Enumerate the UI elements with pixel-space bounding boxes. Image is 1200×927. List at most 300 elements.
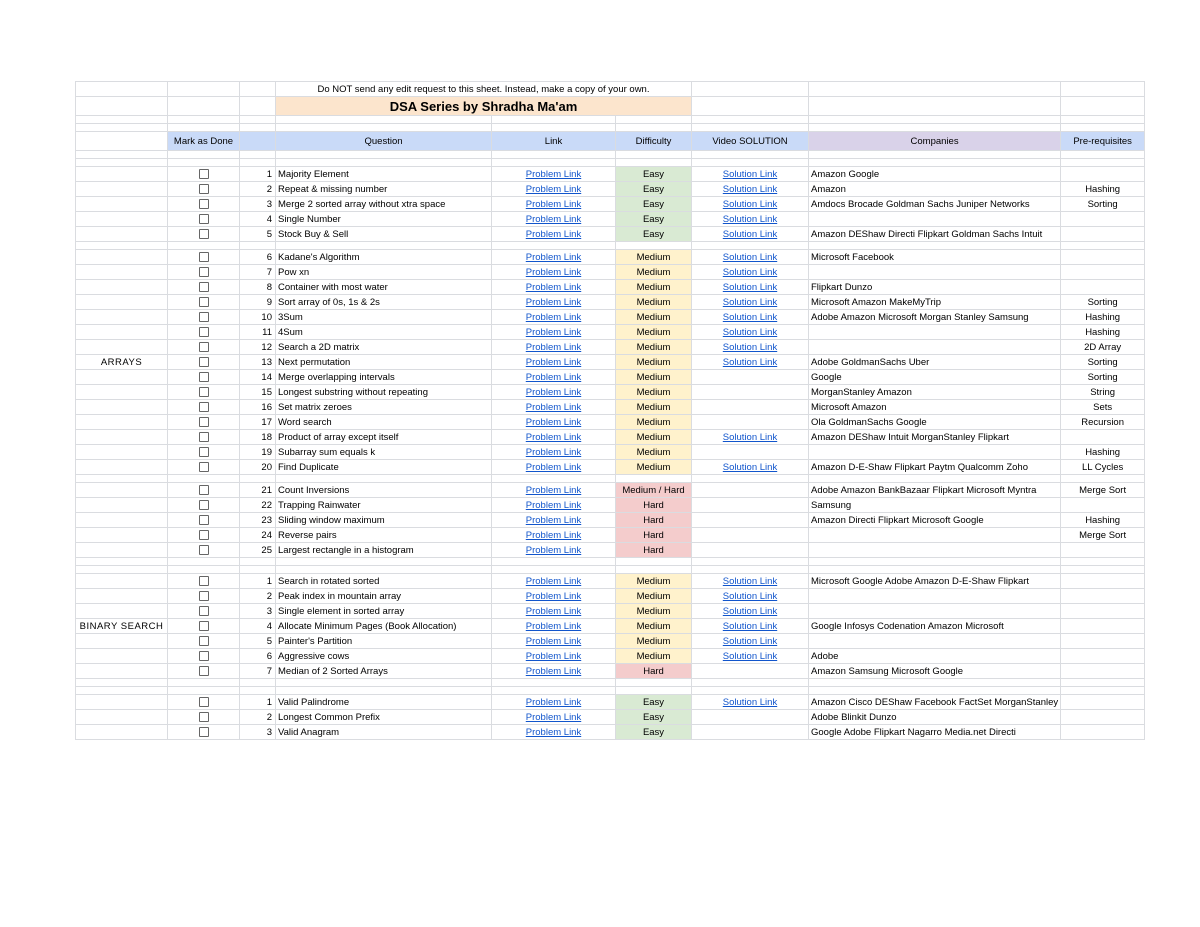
solution-link[interactable]: Solution Link (722, 635, 778, 647)
question-number: 3 (240, 197, 276, 212)
mark-done-cell (168, 649, 240, 664)
question-title: Subarray sum equals k (276, 445, 492, 460)
companies-cell: Adobe GoldmanSachs Uber (809, 355, 1061, 370)
companies-cell: Microsoft Amazon MakeMyTrip (809, 295, 1061, 310)
difficulty-badge: Hard (616, 543, 692, 558)
difficulty-badge: Hard (616, 664, 692, 679)
problem-link[interactable]: Problem Link (525, 416, 582, 428)
mark-done-checkbox[interactable] (199, 312, 209, 322)
question-title: Repeat & missing number (276, 182, 492, 197)
table-row (76, 445, 1145, 460)
notice-text: Do NOT send any edit request to this sheet. Instead, make a copy of your own. (276, 82, 692, 97)
prerequisites-cell: Merge Sort (1061, 528, 1145, 543)
mark-done-checkbox[interactable] (199, 727, 209, 737)
question-title: Single Number (276, 212, 492, 227)
solution-link[interactable]: Solution Link (722, 605, 778, 617)
solution-link[interactable]: Solution Link (722, 228, 778, 240)
question-number: 6 (240, 250, 276, 265)
spacer-row (76, 566, 1145, 574)
problem-link-cell (492, 513, 616, 528)
spacer-row (76, 151, 1145, 159)
problem-link[interactable]: Problem Link (525, 251, 582, 263)
mark-done-cell (168, 604, 240, 619)
problem-link[interactable]: Problem Link (525, 514, 582, 526)
problem-link[interactable]: Problem Link (525, 356, 582, 368)
mark-done-checkbox[interactable] (199, 402, 209, 412)
video-solution-cell (692, 197, 809, 212)
solution-link[interactable]: Solution Link (722, 266, 778, 278)
section-label-cell (76, 250, 168, 265)
question-number: 1 (240, 167, 276, 182)
difficulty-badge: Easy (616, 695, 692, 710)
companies-cell (809, 265, 1061, 280)
mark-done-checkbox[interactable] (199, 417, 209, 427)
solution-link[interactable]: Solution Link (722, 213, 778, 225)
mark-done-checkbox[interactable] (199, 327, 209, 337)
mark-done-cell (168, 543, 240, 558)
difficulty-badge: Medium (616, 430, 692, 445)
mark-done-checkbox[interactable] (199, 357, 209, 367)
problem-link-cell (492, 725, 616, 740)
problem-link[interactable]: Problem Link (525, 461, 582, 473)
difficulty-badge: Medium (616, 385, 692, 400)
solution-link[interactable]: Solution Link (722, 590, 778, 602)
mark-done-checkbox[interactable] (199, 697, 209, 707)
problem-link[interactable]: Problem Link (525, 213, 582, 225)
difficulty-badge: Medium (616, 649, 692, 664)
video-solution-cell (692, 574, 809, 589)
problem-link[interactable]: Problem Link (525, 711, 582, 723)
mark-done-checkbox[interactable] (199, 432, 209, 442)
table-row (76, 227, 1145, 242)
solution-link[interactable]: Solution Link (722, 461, 778, 473)
problem-link-cell (492, 340, 616, 355)
header-row (76, 132, 1145, 151)
problem-link-cell (492, 528, 616, 543)
problem-link-cell (492, 182, 616, 197)
difficulty-badge: Medium (616, 325, 692, 340)
video-solution-cell (692, 649, 809, 664)
prerequisites-cell: Sorting (1061, 355, 1145, 370)
video-solution-cell (692, 513, 809, 528)
difficulty-badge: Medium (616, 460, 692, 475)
problem-link[interactable]: Problem Link (525, 296, 582, 308)
section-label-cell (76, 400, 168, 415)
table-row (76, 634, 1145, 649)
section-label-cell (76, 310, 168, 325)
mark-done-cell (168, 182, 240, 197)
prerequisites-cell: Hashing (1061, 182, 1145, 197)
companies-cell: Amazon DEShaw Intuit MorganStanley Flipkart (809, 430, 1061, 445)
mark-done-checkbox[interactable] (199, 462, 209, 472)
question-number: 22 (240, 498, 276, 513)
header-question: Question (276, 132, 492, 151)
problem-link[interactable]: Problem Link (525, 326, 582, 338)
prerequisites-cell (1061, 619, 1145, 634)
problem-link-cell (492, 574, 616, 589)
video-solution-cell (692, 460, 809, 475)
problem-link[interactable]: Problem Link (525, 575, 582, 587)
section-label-cell (76, 325, 168, 340)
problem-link[interactable]: Problem Link (525, 311, 582, 323)
mark-done-checkbox[interactable] (199, 651, 209, 661)
section-label-binary-search: BINARY SEARCH (76, 619, 168, 634)
section-label-cell (76, 513, 168, 528)
video-solution-cell (692, 310, 809, 325)
spacer-row (76, 687, 1145, 695)
mark-done-cell (168, 385, 240, 400)
question-number: 11 (240, 325, 276, 340)
difficulty-badge: Easy (616, 710, 692, 725)
question-number: 12 (240, 340, 276, 355)
solution-link[interactable]: Solution Link (722, 326, 778, 338)
table-row (76, 664, 1145, 679)
title-row (76, 97, 1145, 116)
question-number: 10 (240, 310, 276, 325)
companies-cell: Adobe (809, 649, 1061, 664)
problem-link-cell (492, 695, 616, 710)
section-label-cell (76, 695, 168, 710)
prerequisites-cell (1061, 649, 1145, 664)
table-row (76, 265, 1145, 280)
difficulty-badge: Easy (616, 227, 692, 242)
prerequisites-cell (1061, 574, 1145, 589)
question-title: Median of 2 Sorted Arrays (276, 664, 492, 679)
companies-cell: Amazon D-E-Shaw Flipkart Paytm Qualcomm Zoho (809, 460, 1061, 475)
prerequisites-cell (1061, 710, 1145, 725)
mark-done-checkbox[interactable] (199, 282, 209, 292)
section-label-cell (76, 197, 168, 212)
companies-cell: Amazon Cisco DEShaw Facebook FactSet MorganStanley (809, 695, 1061, 710)
spacer-row (76, 116, 1145, 124)
mark-done-checkbox[interactable] (199, 342, 209, 352)
question-title: Kadane's Algorithm (276, 250, 492, 265)
prerequisites-cell (1061, 604, 1145, 619)
mark-done-checkbox[interactable] (199, 712, 209, 722)
mark-done-cell (168, 295, 240, 310)
video-solution-cell (692, 415, 809, 430)
solution-link[interactable]: Solution Link (722, 575, 778, 587)
table-row (76, 370, 1145, 385)
problem-link-cell (492, 227, 616, 242)
problem-link[interactable]: Problem Link (525, 341, 582, 353)
problem-link-cell (492, 483, 616, 498)
prerequisites-cell: Hashing (1061, 445, 1145, 460)
problem-link-cell (492, 325, 616, 340)
mark-done-cell (168, 250, 240, 265)
problem-link[interactable]: Problem Link (525, 386, 582, 398)
companies-cell: Google Infosys Codenation Amazon Microsoft (809, 619, 1061, 634)
difficulty-badge: Medium (616, 310, 692, 325)
question-number: 1 (240, 695, 276, 710)
mark-done-checkbox[interactable] (199, 372, 209, 382)
solution-link[interactable]: Solution Link (722, 356, 778, 368)
difficulty-badge: Medium (616, 604, 692, 619)
mark-done-cell (168, 710, 240, 725)
section-label-cell (76, 212, 168, 227)
table-row (76, 710, 1145, 725)
table-row (76, 574, 1145, 589)
question-title: Search a 2D matrix (276, 340, 492, 355)
video-solution-cell (692, 619, 809, 634)
problem-link[interactable]: Problem Link (525, 446, 582, 458)
section-label-cell (76, 528, 168, 543)
difficulty-badge: Hard (616, 513, 692, 528)
problem-link[interactable]: Problem Link (525, 635, 582, 647)
mark-done-checkbox[interactable] (199, 184, 209, 194)
mark-done-checkbox[interactable] (199, 515, 209, 525)
question-title: Sliding window maximum (276, 513, 492, 528)
mark-done-checkbox[interactable] (199, 252, 209, 262)
mark-done-checkbox[interactable] (199, 229, 209, 239)
problem-link[interactable]: Problem Link (525, 696, 582, 708)
mark-done-checkbox[interactable] (199, 500, 209, 510)
question-title: Word search (276, 415, 492, 430)
question-title: Aggressive cows (276, 649, 492, 664)
companies-cell (809, 325, 1061, 340)
mark-done-cell (168, 513, 240, 528)
mark-done-checkbox[interactable] (199, 214, 209, 224)
problem-link[interactable]: Problem Link (525, 665, 582, 677)
mark-done-cell (168, 325, 240, 340)
spreadsheet-grid (75, 81, 1145, 740)
companies-cell: Microsoft Facebook (809, 250, 1061, 265)
companies-cell (809, 212, 1061, 227)
difficulty-badge: Medium (616, 340, 692, 355)
mark-done-checkbox[interactable] (199, 591, 209, 601)
video-solution-cell (692, 528, 809, 543)
problem-link-cell (492, 604, 616, 619)
prerequisites-cell: Merge Sort (1061, 483, 1145, 498)
prerequisites-cell (1061, 212, 1145, 227)
mark-done-checkbox[interactable] (199, 606, 209, 616)
solution-link[interactable]: Solution Link (722, 198, 778, 210)
mark-done-checkbox[interactable] (199, 545, 209, 555)
video-solution-cell (692, 385, 809, 400)
question-number: 3 (240, 725, 276, 740)
companies-cell: Amazon Directi Flipkart Microsoft Google (809, 513, 1061, 528)
solution-link[interactable]: Solution Link (722, 620, 778, 632)
problem-link[interactable]: Problem Link (525, 605, 582, 617)
problem-link[interactable]: Problem Link (525, 198, 582, 210)
solution-link[interactable]: Solution Link (722, 311, 778, 323)
problem-link[interactable]: Problem Link (525, 620, 582, 632)
question-title: Pow xn (276, 265, 492, 280)
section-label-arrays: ARRAYS (76, 355, 168, 370)
difficulty-badge: Medium (616, 265, 692, 280)
problem-link[interactable]: Problem Link (525, 484, 582, 496)
question-number: 9 (240, 295, 276, 310)
question-title: Largest rectangle in a histogram (276, 543, 492, 558)
prerequisites-cell: Sorting (1061, 197, 1145, 212)
section-label-cell (76, 370, 168, 385)
question-title: Merge 2 sorted array without xtra space (276, 197, 492, 212)
question-number: 1 (240, 574, 276, 589)
question-number: 25 (240, 543, 276, 558)
companies-cell: Amazon Samsung Microsoft Google (809, 664, 1061, 679)
video-solution-cell (692, 295, 809, 310)
table-row (76, 182, 1145, 197)
video-solution-cell (692, 355, 809, 370)
problem-link-cell (492, 498, 616, 513)
problem-link-cell (492, 619, 616, 634)
header-prerequisites: Pre-requisites (1061, 132, 1145, 151)
mark-done-cell (168, 483, 240, 498)
question-number: 7 (240, 664, 276, 679)
mark-done-checkbox[interactable] (199, 485, 209, 495)
problem-link[interactable]: Problem Link (525, 544, 582, 556)
section-label-cell (76, 574, 168, 589)
table-row (76, 415, 1145, 430)
companies-cell: Flipkart Dunzo (809, 280, 1061, 295)
mark-done-cell (168, 310, 240, 325)
mark-done-cell (168, 227, 240, 242)
companies-cell (809, 445, 1061, 460)
table-row (76, 725, 1145, 740)
section-label-cell (76, 280, 168, 295)
table-row (76, 498, 1145, 513)
problem-link[interactable]: Problem Link (525, 168, 582, 180)
difficulty-badge: Medium (616, 370, 692, 385)
problem-link[interactable]: Problem Link (525, 590, 582, 602)
question-title: Sort array of 0s, 1s & 2s (276, 295, 492, 310)
solution-link[interactable]: Solution Link (722, 183, 778, 195)
problem-link[interactable]: Problem Link (525, 529, 582, 541)
difficulty-badge: Medium (616, 250, 692, 265)
video-solution-cell (692, 710, 809, 725)
solution-link[interactable]: Solution Link (722, 650, 778, 662)
difficulty-badge: Medium (616, 445, 692, 460)
mark-done-checkbox[interactable] (199, 169, 209, 179)
video-solution-cell (692, 167, 809, 182)
sheet-title: DSA Series by Shradha Ma'am (276, 97, 692, 116)
prerequisites-cell (1061, 430, 1145, 445)
solution-link[interactable]: Solution Link (722, 431, 778, 443)
problem-link[interactable]: Problem Link (525, 650, 582, 662)
solution-link[interactable]: Solution Link (722, 251, 778, 263)
question-title: Set matrix zeroes (276, 400, 492, 415)
prerequisites-cell: Hashing (1061, 310, 1145, 325)
difficulty-badge: Easy (616, 182, 692, 197)
prerequisites-cell (1061, 543, 1145, 558)
question-title: Valid Anagram (276, 725, 492, 740)
table-row (76, 385, 1145, 400)
section-label-cell (76, 589, 168, 604)
section-label-cell (76, 430, 168, 445)
companies-cell: Adobe Blinkit Dunzo (809, 710, 1061, 725)
problem-link-cell (492, 197, 616, 212)
section-label-cell (76, 460, 168, 475)
prerequisites-cell (1061, 227, 1145, 242)
question-title: 4Sum (276, 325, 492, 340)
question-title: Next permutation (276, 355, 492, 370)
table-row (76, 355, 1145, 370)
section-label-cell (76, 227, 168, 242)
solution-link[interactable]: Solution Link (722, 696, 778, 708)
companies-cell: Microsoft Amazon (809, 400, 1061, 415)
section-label-cell (76, 710, 168, 725)
mark-done-checkbox[interactable] (199, 621, 209, 631)
problem-link[interactable]: Problem Link (525, 499, 582, 511)
section-label-cell (76, 664, 168, 679)
problem-link[interactable]: Problem Link (525, 371, 582, 383)
prerequisites-cell (1061, 250, 1145, 265)
mark-done-checkbox[interactable] (199, 636, 209, 646)
mark-done-checkbox[interactable] (199, 267, 209, 277)
problem-link[interactable]: Problem Link (525, 401, 582, 413)
question-title: Valid Palindrome (276, 695, 492, 710)
mark-done-checkbox[interactable] (199, 666, 209, 676)
difficulty-badge: Medium / Hard (616, 483, 692, 498)
mark-done-checkbox[interactable] (199, 576, 209, 586)
mark-done-cell (168, 619, 240, 634)
mark-done-checkbox[interactable] (199, 447, 209, 457)
difficulty-badge: Medium (616, 280, 692, 295)
problem-link[interactable]: Problem Link (525, 266, 582, 278)
problem-link[interactable]: Problem Link (525, 281, 582, 293)
solution-link[interactable]: Solution Link (722, 168, 778, 180)
video-solution-cell (692, 664, 809, 679)
mark-done-checkbox[interactable] (199, 297, 209, 307)
mark-done-cell (168, 695, 240, 710)
companies-cell: Adobe Amazon BankBazaar Flipkart Microsoft Myntra (809, 483, 1061, 498)
section-label-cell (76, 182, 168, 197)
problem-link[interactable]: Problem Link (525, 228, 582, 240)
problem-link[interactable]: Problem Link (525, 431, 582, 443)
video-solution-cell (692, 604, 809, 619)
question-title: Merge overlapping intervals (276, 370, 492, 385)
problem-link[interactable]: Problem Link (525, 183, 582, 195)
mark-done-cell (168, 445, 240, 460)
table-row (76, 604, 1145, 619)
mark-done-checkbox[interactable] (199, 387, 209, 397)
mark-done-cell (168, 498, 240, 513)
table-row (76, 250, 1145, 265)
section-label-cell (76, 265, 168, 280)
video-solution-cell (692, 483, 809, 498)
mark-done-cell (168, 167, 240, 182)
table-row (76, 649, 1145, 664)
difficulty-badge: Medium (616, 619, 692, 634)
solution-link[interactable]: Solution Link (722, 341, 778, 353)
companies-cell (809, 340, 1061, 355)
problem-link-cell (492, 280, 616, 295)
table-row (76, 460, 1145, 475)
mark-done-cell (168, 265, 240, 280)
video-solution-cell (692, 589, 809, 604)
solution-link[interactable]: Solution Link (722, 296, 778, 308)
video-solution-cell (692, 430, 809, 445)
video-solution-cell (692, 543, 809, 558)
mark-done-cell (168, 725, 240, 740)
solution-link[interactable]: Solution Link (722, 281, 778, 293)
problem-link[interactable]: Problem Link (525, 726, 582, 738)
question-title: Majority Element (276, 167, 492, 182)
prerequisites-cell (1061, 589, 1145, 604)
question-number: 24 (240, 528, 276, 543)
mark-done-checkbox[interactable] (199, 530, 209, 540)
prerequisites-cell: Sorting (1061, 370, 1145, 385)
header-difficulty: Difficulty (616, 132, 692, 151)
problem-link-cell (492, 167, 616, 182)
prerequisites-cell: Hashing (1061, 513, 1145, 528)
table-row (76, 197, 1145, 212)
question-title: Single element in sorted array (276, 604, 492, 619)
video-solution-cell (692, 445, 809, 460)
mark-done-checkbox[interactable] (199, 199, 209, 209)
question-title: Longest substring without repeating (276, 385, 492, 400)
question-number: 16 (240, 400, 276, 415)
